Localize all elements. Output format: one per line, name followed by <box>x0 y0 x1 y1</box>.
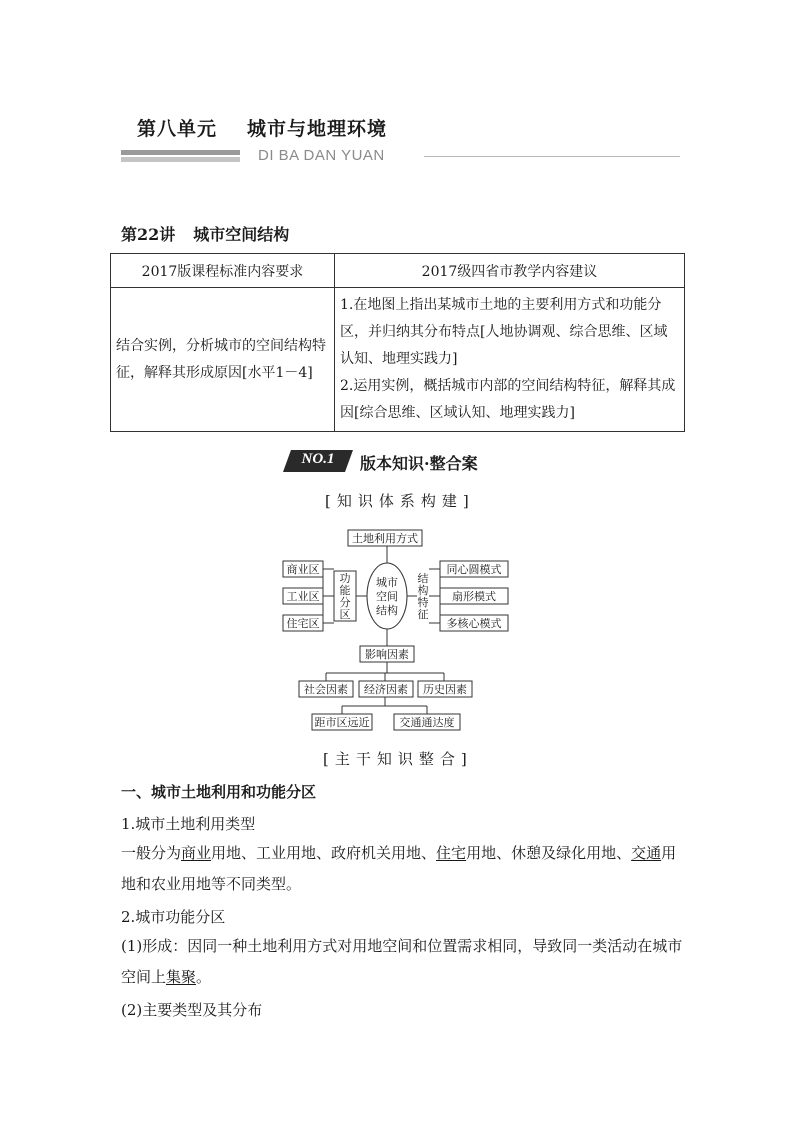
text-run: 用地和农业用地等不同类型。 <box>121 844 677 893</box>
diagram-right-item: 多核心模式 <box>446 617 502 630</box>
section-badge-label: NO.1 <box>301 451 335 467</box>
diagram-sub-factor: 交通通达度 <box>399 716 455 729</box>
main-knowledge-heading: [主干知识整合] <box>323 750 473 768</box>
diagram-left-label-char: 分 <box>339 596 351 609</box>
diagram-right-label-char: 征 <box>417 608 429 621</box>
text-run: 一般分为 <box>121 844 182 862</box>
unit-name: 城市与地理环境 <box>247 118 388 140</box>
diagram-center-label: 空间 <box>376 590 398 603</box>
diagram-right-label-char: 结 <box>417 572 429 585</box>
unit-number: 第八单元 <box>137 118 218 140</box>
table-row <box>111 288 685 432</box>
table-cell-suggestion <box>335 288 685 432</box>
lecture-number: 第22讲 <box>121 225 176 244</box>
subsection-heading: 1.城市土地利用类型 <box>121 815 256 833</box>
suggestion-item: 2.运用实例，概括城市内部的空间结构特征，解释其成因[综合思维、区域认知、地理实践力] <box>340 378 676 421</box>
underlined-term: 交通 <box>631 844 662 862</box>
header-bar-dark <box>121 150 240 155</box>
diagram-factor: 经济因素 <box>364 683 408 696</box>
subsection-heading: 2.城市功能分区 <box>121 908 226 926</box>
table-cell-requirement: 结合实例，分析城市的空间结构特征，解释其形成原因[水平1－4] <box>111 288 335 432</box>
diagram-sub-factor: 距市区远近 <box>314 716 370 729</box>
header-bar-light <box>121 157 240 162</box>
diagram-factor: 社会因素 <box>304 683 348 696</box>
diagram-factors-label: 影响因素 <box>365 648 409 661</box>
diagram-right-item: 扇形模式 <box>452 590 496 603</box>
diagram-left-item: 商业区 <box>286 563 320 576</box>
diagram-right-label-char: 特 <box>417 596 429 609</box>
text-run: 用地、休憩及绿化用地、 <box>466 844 632 862</box>
underlined-term: 集聚 <box>166 968 197 986</box>
diagram-center-label: 城市 <box>376 576 398 589</box>
diagram-left-item: 住宅区 <box>286 617 320 630</box>
paragraph-formation <box>121 931 686 993</box>
text-run: 用地、工业用地、政府机关用地、 <box>211 844 437 862</box>
lecture-name: 城市空间结构 <box>193 225 290 244</box>
diagram-right-label-char: 构 <box>417 584 429 597</box>
knowledge-system-heading: [知识体系构建] <box>325 492 475 510</box>
paragraph-land-use <box>121 838 686 900</box>
diagram-left-label-char: 能 <box>339 584 351 597</box>
diagram-top-label: 土地利用方式 <box>352 532 418 545</box>
underlined-term: 住宅 <box>436 844 467 862</box>
section-title: 版本知识·整合案 <box>360 454 478 473</box>
table-header-cell: 2017版课程标准内容要求 <box>111 254 335 288</box>
diagram-left-item: 工业区 <box>286 590 320 603</box>
paragraph-types: (2)主要类型及其分布 <box>121 1001 263 1019</box>
header-rule <box>424 156 680 157</box>
text-run: 。 <box>196 968 212 986</box>
underlined-term: 商业 <box>181 844 212 862</box>
diagram-center-label: 结构 <box>376 604 398 617</box>
standards-table <box>110 253 685 432</box>
text-run: (1)形成：因同一种土地利用方式对用地空间和位置需求相同，导致同一类活动在城市空间上 <box>121 937 683 986</box>
table-header-row <box>111 254 685 288</box>
diagram-left-label-char: 功 <box>339 572 351 585</box>
table-header-cell: 2017级四省市教学内容建议 <box>335 254 685 288</box>
unit-pinyin: DI BA DAN YUAN <box>258 147 385 164</box>
diagram-factor: 历史因素 <box>423 683 467 696</box>
lecture-title <box>121 222 289 245</box>
knowledge-diagram <box>280 525 520 740</box>
diagram-left-label-char: 区 <box>339 608 351 621</box>
unit-title <box>137 114 387 141</box>
diagram-right-item: 同心圆模式 <box>446 563 502 576</box>
suggestion-item: 1.在地图上指出某城市土地的主要利用方式和功能分区，并归纳其分布特点[人地协调观、综合思维、区域认知、地理实践力] <box>340 297 668 367</box>
section-heading: 一、城市土地利用和功能分区 <box>121 783 317 801</box>
